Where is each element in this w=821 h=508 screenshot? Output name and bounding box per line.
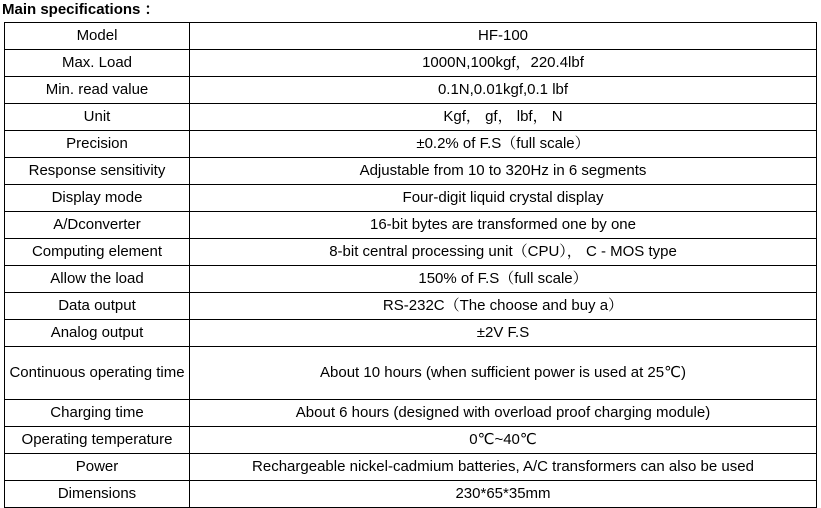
spec-value: 1000N,100kgf，220.4lbf — [190, 50, 817, 77]
spec-label: A/Dconverter — [5, 212, 190, 239]
spec-value: 0.1N,0.01kgf,0.1 lbf — [190, 77, 817, 104]
spec-label: Power — [5, 454, 190, 481]
spec-value: ±0.2% of F.S（full scale） — [190, 131, 817, 158]
table-row-operating-temperature — [5, 427, 817, 454]
spec-label: Unit — [5, 104, 190, 131]
spec-value: 150% of F.S（full scale） — [190, 266, 817, 293]
spec-value: Rechargeable nickel-cadmium batteries, A/C transformers can also be used — [190, 454, 817, 481]
spec-label: Operating temperature — [5, 427, 190, 454]
spec-value: 16-bit bytes are transformed one by one — [190, 212, 817, 239]
page-heading: Main specifications ： — [2, 1, 160, 18]
spec-label: Charging time — [5, 400, 190, 427]
table-row-response-sensitivity — [5, 158, 817, 185]
spec-value: Adjustable from 10 to 320Hz in 6 segments — [190, 158, 817, 185]
spec-label: Min. read value — [5, 77, 190, 104]
table-row-max-load — [5, 50, 817, 77]
spec-value: Kgf， gf， lbf， N — [190, 104, 817, 131]
table-row-ad-converter — [5, 212, 817, 239]
spec-label: Max. Load — [5, 50, 190, 77]
spec-label: Display mode — [5, 185, 190, 212]
table-row-min-read-value — [5, 77, 817, 104]
spec-label: Continuous operating time — [5, 347, 190, 400]
table-row-display-mode — [5, 185, 817, 212]
specifications-table — [4, 22, 817, 508]
table-row-computing-element — [5, 239, 817, 266]
table-row-dimensions — [5, 481, 817, 508]
spec-label: Dimensions — [5, 481, 190, 508]
spec-value: 8-bit central processing unit（CPU）， C - MOS type — [190, 239, 817, 266]
table-row-continuous-operating-time — [5, 347, 817, 400]
spec-value: Four-digit liquid crystal display — [190, 185, 817, 212]
spec-value: HF-100 — [190, 23, 817, 50]
spec-label: Model — [5, 23, 190, 50]
table-row-analog-output — [5, 320, 817, 347]
spec-value: RS-232C（The choose and buy a） — [190, 293, 817, 320]
spec-label: Data output — [5, 293, 190, 320]
table-row-model — [5, 23, 817, 50]
spec-label: Response sensitivity — [5, 158, 190, 185]
spec-label: Analog output — [5, 320, 190, 347]
spec-label: Precision — [5, 131, 190, 158]
table-row-power — [5, 454, 817, 481]
spec-value: About 6 hours (designed with overload proof charging module) — [190, 400, 817, 427]
spec-value: About 10 hours (when sufficient power is used at 25℃) — [190, 347, 817, 400]
table-row-precision — [5, 131, 817, 158]
spec-value: ±2V F.S — [190, 320, 817, 347]
table-row-data-output — [5, 293, 817, 320]
spec-label: Allow the load — [5, 266, 190, 293]
table-row-charging-time — [5, 400, 817, 427]
table-row-allow-the-load — [5, 266, 817, 293]
table-row-unit — [5, 104, 817, 131]
spec-label: Computing element — [5, 239, 190, 266]
spec-value: 0℃~40℃ — [190, 427, 817, 454]
spec-value: 230*65*35mm — [190, 481, 817, 508]
